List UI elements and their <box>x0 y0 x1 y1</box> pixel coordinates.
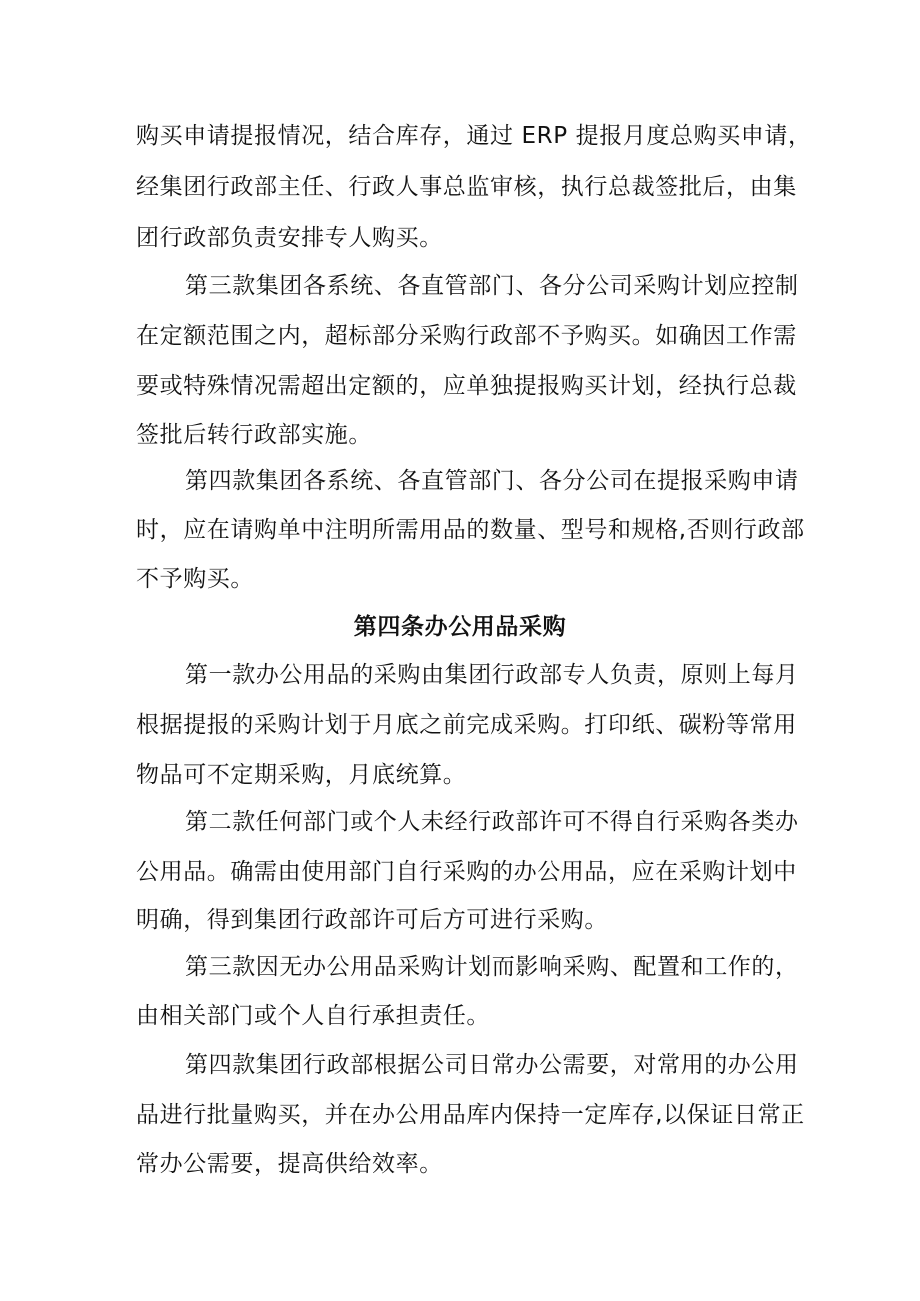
text-line: 常办公需要，提高供给效率。 <box>136 1151 443 1177</box>
text-line: 时，应在请购单中注明所需用品的数量、型号和规格,否则行政部 <box>136 517 805 543</box>
text-line: 品进行批量购买，并在办公用品库内保持一定库存,以保证日常正 <box>136 1102 805 1128</box>
paragraph-first-line: 第三款集团各系统、各直管部门、各分公司采购计划应控制 <box>185 273 799 299</box>
text-line: 要或特殊情况需超出定额的，应单独提报购买计划，经执行总裁 <box>136 373 797 399</box>
text-line: 经集团行政部主任、行政人事总监审核，执行总裁签批后，由集 <box>136 174 797 200</box>
paragraph-first-line: 第四款集团行政部根据公司日常办公需要，对常用的办公用 <box>185 1052 799 1078</box>
section-heading: 第四条办公用品采购 <box>353 614 567 640</box>
text-line: 根据提报的采购计划于月底之前完成采购。打印纸、碳粉等常用 <box>136 712 797 738</box>
text-line: 公用品。确需由使用部门自行采购的办公用品，应在采购计划中 <box>136 859 797 885</box>
paragraph-first-line: 第一款办公用品的采购由集团行政部专人负责，原则上每月 <box>185 662 799 688</box>
paragraph-first-line: 第四款集团各系统、各直管部门、各分公司在提报采购申请 <box>185 468 799 494</box>
paragraph-first-line: 第二款任何部门或个人未经行政部许可不得自行采购各类办 <box>185 809 799 835</box>
text-line: 购买申请提报情况，结合库存，通过 ERP 提报月度总购买申请， <box>136 123 812 149</box>
text-line: 明确，得到集团行政部许可后方可进行采购。 <box>136 907 608 933</box>
text-line: 由相关部门或个人自行承担责任。 <box>136 1003 490 1029</box>
text-line: 签批后转行政部实施。 <box>136 422 372 448</box>
text-line: 物品可不定期采购，月底统算。 <box>136 762 467 788</box>
text-line: 团行政部负责安排专人购买。 <box>136 225 443 251</box>
text-line: 在定额范围之内，超标部分采购行政部不予购买。如确因工作需 <box>136 323 797 349</box>
paragraph-first-line: 第三款因无办公用品采购计划而影响采购、配置和工作的， <box>185 954 799 980</box>
text-line: 不予购买。 <box>136 566 254 592</box>
